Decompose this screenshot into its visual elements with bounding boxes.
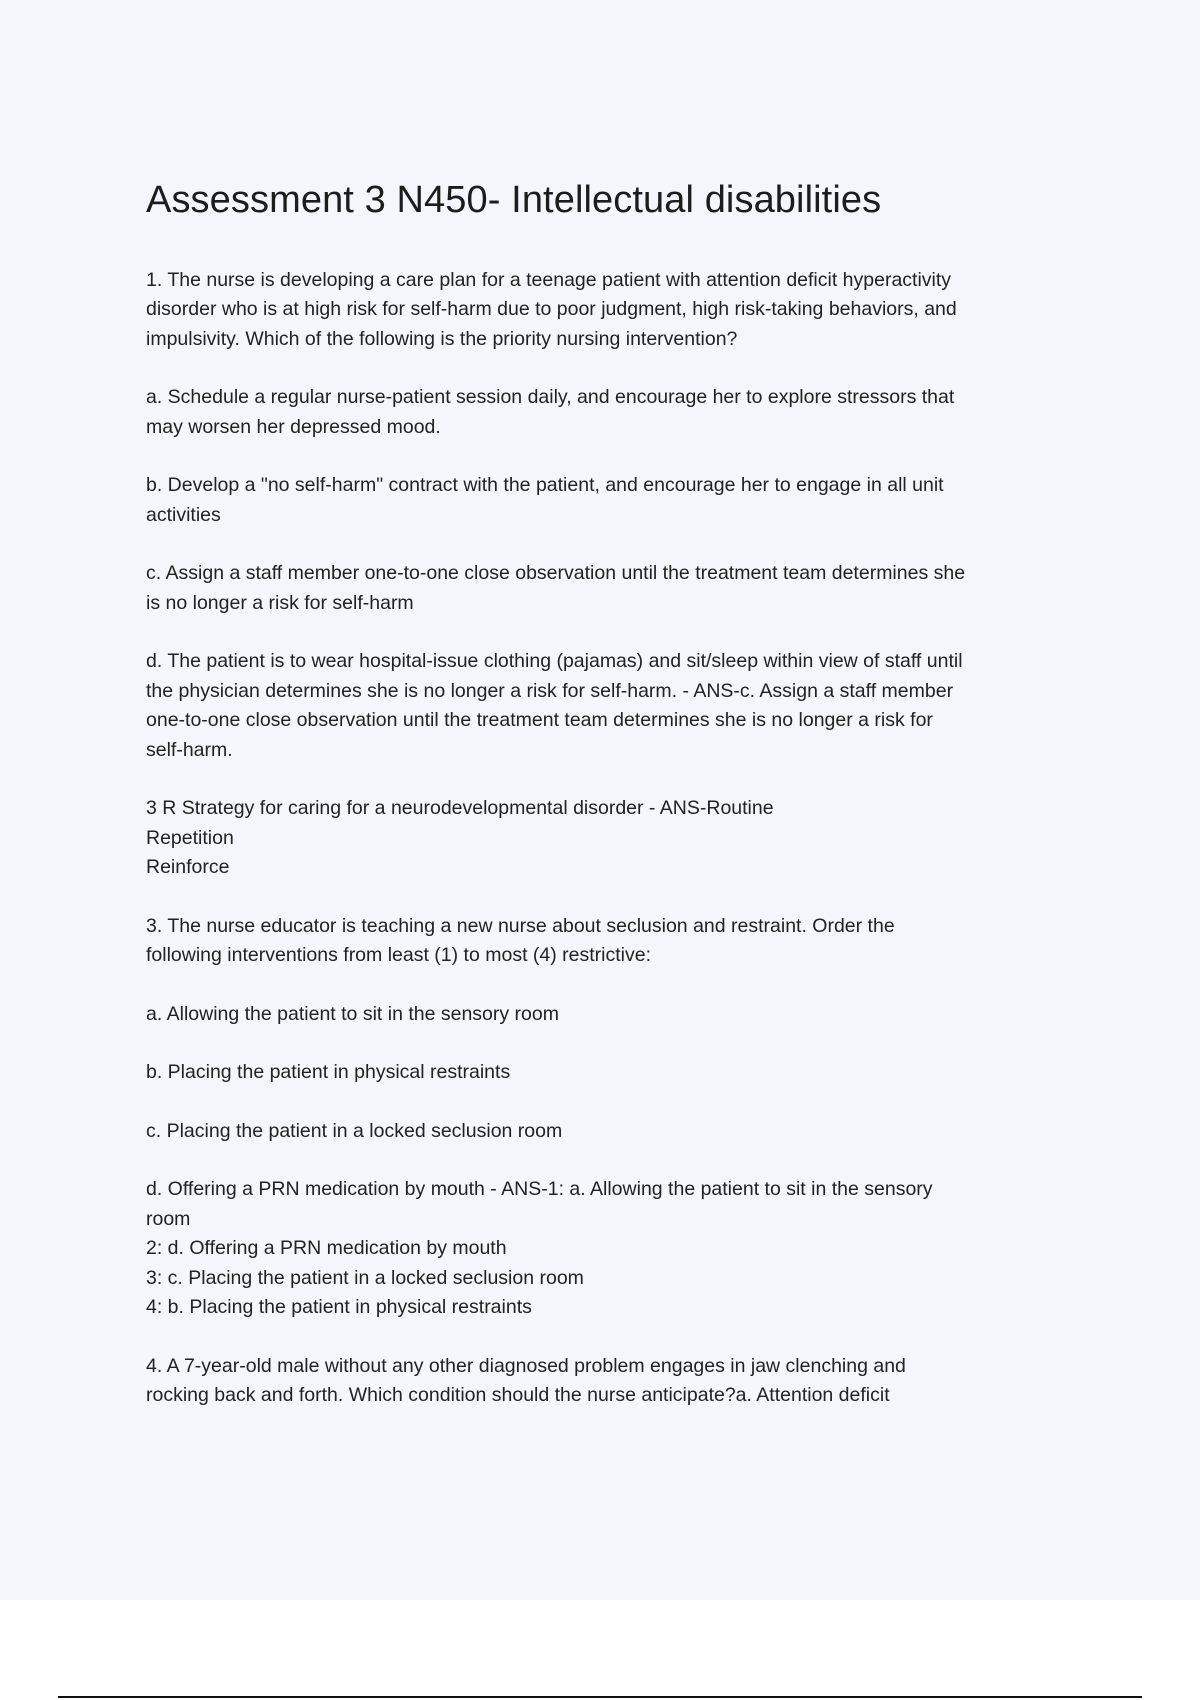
text-line: self-harm. [146, 738, 233, 761]
text-line: 4. A 7-year-old male without any other diagnosed problem engages in jaw clenching and [146, 1354, 906, 1377]
text-line: may worsen her depressed mood. [146, 415, 441, 438]
text-line: Repetition [146, 826, 234, 849]
question-1-option-c [146, 559, 1086, 618]
text-line: b. Placing the patient in physical restraints [146, 1061, 511, 1084]
document-content [146, 178, 1086, 1440]
text-line: following interventions from least (1) to most (4) restrictive: [146, 944, 652, 967]
text-line: c. Assign a staff member one-to-one close observation until the treatment team determines she [146, 562, 966, 585]
text-line: a. Schedule a regular nurse-patient session daily, and encourage her to explore stressors that [146, 386, 955, 409]
question-3-option-a [146, 1000, 1086, 1030]
text-line: 4: b. Placing the patient in physical restraints [146, 1296, 532, 1319]
text-line: c. Placing the patient in a locked seclusion room [146, 1119, 563, 1142]
document-title: Assessment 3 N450- Intellectual disabilities [146, 179, 882, 221]
text-line: Reinforce [146, 856, 230, 879]
text-line: 1. The nurse is developing a care plan for a teenage patient with attention deficit hyperactivity [146, 268, 952, 291]
bottom-divider [58, 1696, 1142, 1698]
question-1-stem [146, 266, 1086, 355]
text-line: b. Develop a "no self-harm" contract with the patient, and encourage her to engage in all unit [146, 474, 944, 497]
question-1-option-b [146, 471, 1086, 530]
text-line: 3. The nurse educator is teaching a new nurse about seclusion and restraint. Order the [146, 914, 895, 937]
text-line: the physician determines she is no longer a risk for self-harm. - ANS-c. Assign a staff member [146, 679, 954, 702]
text-line: 3 R Strategy for caring for a neurodevelopmental disorder - ANS-Routine [146, 797, 774, 820]
text-line: disorder who is at high risk for self-harm due to poor judgment, high risk-taking behaviors, and [146, 298, 957, 321]
three-r-strategy [146, 794, 1086, 883]
question-1-option-d-answer [146, 647, 1086, 765]
text-line: one-to-one close observation until the treatment team determines she is no longer a risk for [146, 709, 933, 732]
text-line: a. Allowing the patient to sit in the sensory room [146, 1002, 559, 1025]
question-4-stem [146, 1352, 1086, 1411]
text-line: is no longer a risk for self-harm [146, 591, 414, 614]
text-line: impulsivity. Which of the following is the priority nursing intervention? [146, 327, 738, 350]
text-line: d. Offering a PRN medication by mouth - ANS-1: a. Allowing the patient to sit in the sensory [146, 1178, 933, 1201]
question-3-stem [146, 912, 1086, 971]
text-line: room [146, 1207, 191, 1230]
text-line: rocking back and forth. Which condition should the nurse anticipate?a. Attention deficit [146, 1384, 890, 1407]
text-line: 3: c. Placing the patient in a locked seclusion room [146, 1266, 584, 1289]
text-line: 2: d. Offering a PRN medication by mouth [146, 1237, 507, 1260]
question-3-option-b [146, 1058, 1086, 1088]
question-3-option-d-answer [146, 1175, 1086, 1323]
question-1-option-a [146, 383, 1086, 442]
question-3-option-c [146, 1117, 1086, 1147]
text-line: activities [146, 503, 221, 526]
text-line: d. The patient is to wear hospital-issue clothing (pajamas) and sit/sleep within view of staff until [146, 650, 963, 673]
